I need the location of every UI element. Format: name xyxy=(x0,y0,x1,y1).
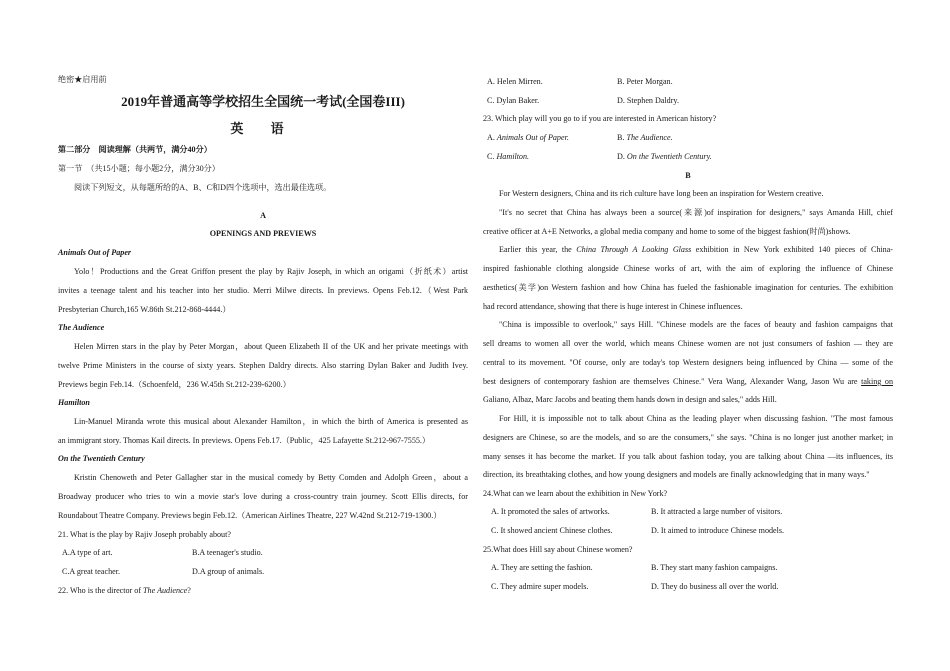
paragraph-line: Earlier this year, the China Through A Looking Glass exhibition in New York exhibited 140 pieces of China- xyxy=(499,245,893,254)
paragraph-line: For Hill, it is impossible not to talk about China as the leading player when discussing fashion. "The most famous xyxy=(499,414,893,423)
question-24: 24.What can we learn about the exhibition in New York? xyxy=(483,489,668,498)
option-21-c: C.A great teacher. xyxy=(62,567,120,576)
passage-a-heading: OPENINGS AND PREVIEWS xyxy=(209,229,317,238)
paragraph-line: Yolo！Productions and the Great Griffon present the play by Rajiv Joseph, in which an origami（折纸术）artist xyxy=(74,267,468,276)
option-21-d: D.A group of animals. xyxy=(192,567,265,576)
paragraph-line: had record attendance, showing that there is huge interest in Chinese influences. xyxy=(483,302,743,311)
paragraph-line: designers are Chinese, so are the models, and so are the consumers," she says. "China is no longer just another market; in xyxy=(483,433,893,442)
option-25-a: A. They are setting the fashion. xyxy=(491,563,593,572)
paragraph-line: "China is impossible to overlook," says Hill. "Chinese models are the faces of beauty and fashion campaigns that xyxy=(499,320,893,329)
question-23: 23. Which play will you go to if you are interested in American history? xyxy=(483,114,717,123)
paragraph-line: creative officer at A+E Networks, a global media company and home to some of the biggest fashion(时尚)shows. xyxy=(483,227,851,236)
question-25: 25.What does Hill say about Chinese women? xyxy=(483,545,633,554)
option-25-b: B. They start many fashion campaigns. xyxy=(651,563,778,572)
option-22-c: C. Dylan Baker. xyxy=(487,96,540,105)
option-24-b: B. It attracted a large number of visitors. xyxy=(651,507,783,516)
paragraph-line: Previews begin Feb.14.（Schoenfeld，236 W.45th St.212-239-6200.） xyxy=(58,380,291,389)
play-title-hamilton: Hamilton xyxy=(58,398,90,407)
paragraph-line: sell dreams to women all over the world, which means Chinese women are not just consumers of fashion — they are xyxy=(483,339,893,348)
subject-title: 英 语 xyxy=(230,121,296,136)
option-23-b: B. The Audience. xyxy=(617,133,673,142)
option-23-a: A. Animals Out of Paper. xyxy=(487,133,569,142)
option-23-d: D. On the Twentieth Century. xyxy=(617,152,712,161)
instruction: 阅读下列短文，从每题所给的A、B、C和D四个选项中，选出最佳选项。 xyxy=(74,183,332,192)
option-23-c: C. Hamilton. xyxy=(487,152,530,161)
paragraph-line: Kristin Chenoweth and Peter Gallagher star in the musical comedy by Betty Comden and Adolph Green，about a xyxy=(74,473,468,482)
option-24-d: D. It aimed to introduce Chinese models. xyxy=(651,526,785,535)
passage-a-label: A xyxy=(260,211,266,220)
paragraph-line: aesthetics(美学)on Western fashion and how China has fueled the fashionable imagination for centuries. The exhibition xyxy=(483,283,893,292)
option-21-b: B.A teenager's studio. xyxy=(192,548,263,557)
option-21-a: A.A type of art. xyxy=(62,548,113,557)
question-22: 22. Who is the director of The Audience? xyxy=(58,586,191,595)
paragraph-line: Broadway producer who tries to win a movie star's love during a cross-country train journey. Scott Ellis directs, for xyxy=(58,492,468,501)
paragraph-line: direction, its breathtaking clothes, and how young designers and models are finally acknowledging that in many ways." xyxy=(483,470,870,479)
option-24-a: A. It promoted the sales of artworks. xyxy=(491,507,610,516)
paragraph-line: Galiano, Albaz, Marc Jacobs and beating them hands down in design and sales," adds Hill. xyxy=(483,395,777,404)
option-22-a: A. Helen Mirren. xyxy=(487,77,543,86)
underlined-phrase: taking on xyxy=(861,377,893,386)
paragraph-line: For Western designers, China and its rich culture have long been an inspiration for Western creative. xyxy=(499,189,824,198)
option-25-c: C. They admire super models. xyxy=(491,582,589,591)
paragraph-line: an immigrant story. Thomas Kail directs. In previews. Opens Feb.17.（Public，425 Lafayette St.212-967-7555.） xyxy=(58,436,431,445)
section-heading: 第一节 （共15小题；每小题2分，满分30分） xyxy=(58,164,220,173)
paragraph-line: many senses it has become the market. If you talk about fashion today, you are talking about China —its influences, its xyxy=(483,452,893,461)
play-title-audience: The Audience xyxy=(58,323,105,332)
paragraph-line: Roundabout Theatre Company. Previews begin Feb.12.（American Airlines Theatre, 227 W.42nd St.212-719-1300.） xyxy=(58,511,442,520)
passage-b-label: B xyxy=(685,171,691,180)
question-21: 21. What is the play by Rajiv Joseph probably about? xyxy=(58,530,231,539)
option-25-d: D. They do business all over the world. xyxy=(651,582,779,591)
paragraph-line: Lin-Manuel Miranda wrote this musical about Alexander Hamilton，in which the birth of America is presented as xyxy=(74,417,468,426)
paragraph-line: Helen Mirren stars in the play by Peter Morgan，about Queen Elizabeth II of the UK and her private meetings with xyxy=(74,342,468,351)
secret-label: 绝密★启用前 xyxy=(58,75,107,84)
paragraph-line: Presbyterian Church,165 W.86th St.212-868-4444.） xyxy=(58,305,231,314)
part-heading: 第二部分 阅读理解（共两节，满分40分） xyxy=(58,145,212,154)
paragraph-line: inspired fashionable clothing alongside Chinese works of art, with the aim of exploring the influence of Chinese xyxy=(483,264,893,273)
play-title-twentieth: On the Twentieth Century xyxy=(58,454,145,463)
option-24-c: C. It showed ancient Chinese clothes. xyxy=(491,526,613,535)
exam-title: 2019年普通高等学校招生全国统一考试(全国卷III) xyxy=(121,94,405,109)
paragraph-line: "It's no secret that China has always been a source(来源)of inspiration for designers," says Amanda Hill, chief xyxy=(499,208,893,217)
paragraph-line: invites a teenage talent and his teacher into her studio. Merri Milwe directs. In previews. Opens Feb.12.（West Park xyxy=(58,286,468,295)
paragraph-line: twelve Prime Ministers in the course of sixty years. Stephen Daldry directs. Also starring Dylan Baker and Judith Ivey. xyxy=(58,361,468,370)
option-22-d: D. Stephen Daldry. xyxy=(617,96,679,105)
paragraph-line: central to its movement. "Of course, only are today's top Western designers being influenced by China — some of the xyxy=(483,358,893,367)
option-22-b: B. Peter Morgan. xyxy=(617,77,673,86)
paragraph-line: best designers of contemporary fashion are themselves Chinese." Vera Wang, Alexander Wang, Jason Wu are taking on xyxy=(483,377,893,386)
play-title-animals: Animals Out of Paper xyxy=(58,248,132,257)
